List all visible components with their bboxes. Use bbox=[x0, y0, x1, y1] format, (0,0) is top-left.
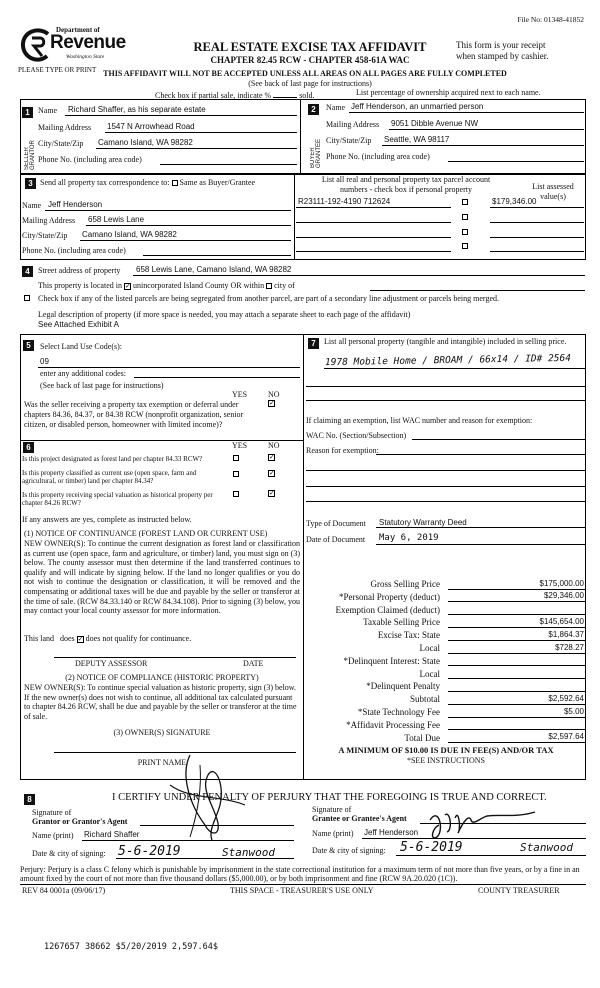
chapters: CHAPTER 82.45 RCW - CHAPTER 458-61A WAC bbox=[210, 55, 410, 65]
city-checkbox[interactable] bbox=[266, 283, 272, 289]
section-1-number: 1 bbox=[22, 107, 33, 118]
tax-row-label: *Delinquent Interest: State bbox=[343, 655, 440, 666]
tax-row-label: *Personal Property (deduct) bbox=[339, 591, 440, 602]
section-5-number: 5 bbox=[23, 340, 34, 351]
s5-yes-header: YES bbox=[232, 390, 248, 399]
dor-logo bbox=[20, 26, 130, 66]
tax-row-line bbox=[448, 589, 585, 590]
section-7-number: 7 bbox=[308, 338, 319, 349]
street-label: Street address of property bbox=[38, 266, 121, 275]
rev-number: REV 84 0001a (09/06/17) bbox=[22, 886, 106, 895]
buyer-mail[interactable]: 9051 Dibble Avenue NW bbox=[391, 119, 479, 128]
logo-state: Washington State bbox=[66, 54, 105, 60]
tax-row-value[interactable]: $5.00 bbox=[563, 706, 584, 716]
land-use-see-back: (See back of last page for instructions) bbox=[40, 381, 164, 390]
tax-row-line bbox=[448, 627, 585, 628]
doc-date[interactable]: May 6, 2019 bbox=[379, 533, 439, 543]
tax-row-label: Total Due bbox=[404, 732, 440, 743]
section-6-number: 6 bbox=[23, 442, 34, 453]
notice1-body: NEW OWNER(S): To continue the current designation as forest land or classification as current use (open space, farm and agriculture, or timber) land, you must sign on (3) below. The county assessor must then determine if the land transferred continues to qualify and will indicate by signing below. If the land no longer qualifies or you do not wish to continue the designation or classification, it will be removed and the compensating or additional taxes will be due and payable by the seller or transferor at the time of sale. (RCW 84.33.140 or RCW 84.34.108). Prior to signing (3) below, you may contact your local county assessor for more information. bbox=[24, 539, 300, 616]
s5-no-checkbox[interactable]: ✓ bbox=[269, 399, 275, 407]
assessed-1[interactable]: $179,346.00 bbox=[492, 197, 537, 206]
legal-value[interactable]: See Attached Exhibit A bbox=[38, 320, 119, 329]
personal-property-value[interactable]: 1978 Mobile Home / BROAM / 66x14 / ID# 2564 bbox=[324, 352, 572, 369]
parcel-1[interactable]: R23111-192-4190 712624 bbox=[298, 197, 391, 206]
see-instructions: *SEE INSTRUCTIONS bbox=[406, 756, 485, 765]
grantor-date-label: Date & city of signing: bbox=[32, 849, 106, 858]
owner-signature-label: (3) OWNER(S) SIGNATURE bbox=[113, 728, 211, 737]
tax-row-label: Subtotal bbox=[409, 694, 440, 705]
tax-row-line bbox=[448, 742, 585, 743]
certify-statement: I CERTIFY UNDER PENALTY OF PERJURY THAT THE FOREGOING IS TRUE AND CORRECT. bbox=[112, 792, 547, 803]
located-line: This property is located in ✓ unincorporated Island County OR within city of bbox=[38, 281, 295, 290]
exemption-question: Was the seller receiving a property tax exemption or deferral under chapters 84.36, 84.37, or 84.38 RCW (nonprofit organization, senior citizen, or disabled person, homeowner with limited income)? bbox=[24, 400, 244, 429]
send-correspondence-label: Send all property tax correspondence to: Same as Buyer/Grantee bbox=[40, 178, 256, 187]
perjury-notice: Perjury: Perjury is a class C felony which is punishable by imprisonment in the state correctional institution for a maximum term of not more than five years, or by a fine in an amount fixed by the court of not more than five thousand dollars ($5,000.00), or by both imprisonment and fine (RCW 9A.20.020 (1C)). bbox=[20, 865, 580, 884]
parcel-header: List all real and personal property tax parcel account numbers - check box if personal property bbox=[321, 175, 491, 194]
historic-question: Is this property receiving special valuation as historical property per chapter 84.26 RCW? bbox=[22, 491, 213, 507]
unincorporated-checkbox[interactable]: ✓ bbox=[124, 281, 131, 290]
segregated-text: Check box if any of the listed parcels are being segregated from another parcel, are part of a secondary line adjustment or parcels being merged. bbox=[38, 294, 499, 303]
tax-row-label: *Affidavit Processing Fee bbox=[346, 719, 440, 730]
grantor-date[interactable]: 5-6-2019 bbox=[118, 844, 181, 859]
parcel-4-personal-checkbox[interactable] bbox=[462, 243, 468, 249]
s3-city-label: City/State/Zip bbox=[22, 231, 68, 240]
seller-city[interactable]: Camano Island, WA 98282 bbox=[98, 138, 193, 147]
tax-row-value[interactable]: $1,864.37 bbox=[548, 629, 584, 639]
parcel-2-personal-checkbox[interactable] bbox=[462, 214, 468, 220]
historic-yes-checkbox[interactable] bbox=[233, 491, 239, 497]
s5-no-header: NO bbox=[268, 390, 280, 399]
parcel-3-personal-checkbox[interactable] bbox=[462, 229, 468, 235]
forest-yes-checkbox[interactable] bbox=[233, 455, 239, 461]
grantor-sig-label-a: Signature of bbox=[32, 808, 72, 817]
street-address[interactable]: 658 Lewis Lane, Camano Island, WA 98282 bbox=[136, 265, 292, 274]
grantor-name[interactable]: Richard Shaffer bbox=[84, 830, 140, 839]
grantee-sig-label-a: Signature of bbox=[312, 805, 352, 814]
buyer-name-label: Name bbox=[326, 103, 346, 112]
land-use-code[interactable]: 09 bbox=[40, 357, 49, 366]
assessed-header: List assessed value(s) bbox=[532, 182, 574, 201]
cashier-stamp: 1267657 38662 $5/20/2019 2,597.64$ bbox=[44, 942, 218, 952]
grantee-sig-label-b: Grantee or Grantee's Agent bbox=[312, 814, 407, 823]
tax-row-line bbox=[448, 691, 585, 692]
treasurer-space: THIS SPACE - TREASURER'S USE ONLY bbox=[230, 886, 374, 895]
does-not-checkbox[interactable]: ✓ bbox=[77, 634, 84, 643]
grantor-name-label: Name (print) bbox=[32, 831, 74, 840]
tax-row-label: *State Technology Fee bbox=[357, 707, 440, 717]
forest-no-checkbox[interactable]: ✓ bbox=[269, 453, 275, 461]
see-back: (See back of last page for instructions) bbox=[248, 79, 372, 88]
tax-row-line bbox=[448, 601, 585, 602]
doc-type-label: Type of Document bbox=[306, 519, 366, 528]
tax-row-label: Excise Tax: State bbox=[377, 630, 440, 641]
not-accepted-notice: THIS AFFIDAVIT WILL NOT BE ACCEPTED UNLESS ALL AREAS ON ALL PAGES ARE FULLY COMPLETED bbox=[103, 69, 507, 78]
historic-no-checkbox[interactable]: ✓ bbox=[269, 489, 275, 497]
tax-row-line bbox=[448, 704, 585, 705]
section-2-number: 2 bbox=[308, 104, 319, 115]
buyer-city-label: City/State/Zip bbox=[326, 136, 372, 145]
section-8-number: 8 bbox=[24, 794, 35, 805]
tax-row-label: Gross Selling Price bbox=[370, 579, 440, 589]
tax-row-value[interactable]: $29,346.00 bbox=[543, 591, 584, 601]
doc-type[interactable]: Statutory Warranty Deed bbox=[379, 518, 467, 527]
tax-row-line bbox=[448, 665, 585, 666]
grantee-date[interactable]: 5-6-2019 bbox=[400, 840, 463, 855]
doc-date-label: Date of Document bbox=[306, 535, 366, 544]
tax-row-label: Taxable Selling Price bbox=[363, 617, 440, 628]
buyer-city[interactable]: Seattle, WA 98117 bbox=[384, 135, 450, 144]
this-land-line: This land does ✓ does not qualify for continuance. bbox=[24, 634, 192, 643]
logo-name: Revenue bbox=[50, 32, 126, 53]
s3-name[interactable]: Jeff Henderson bbox=[48, 200, 103, 209]
revenue-logo-icon bbox=[20, 28, 52, 64]
wac-label: WAC No. (Section/Subsection) bbox=[306, 431, 407, 440]
please-type: PLEASE TYPE OR PRINT bbox=[18, 66, 97, 74]
s6-yes-header: YES bbox=[232, 441, 248, 450]
notice2-title: (2) NOTICE OF COMPLIANCE (HISTORIC PROPERTY) bbox=[65, 673, 259, 682]
grantee-name[interactable]: Jeff Henderson bbox=[364, 828, 419, 837]
s3-name-label: Name bbox=[22, 201, 42, 210]
legal-label: Legal description of property (if more space is needed, you may attach a separate sheet to each page of the affidavit) bbox=[38, 310, 411, 319]
tax-row-value[interactable]: $145,654.00 bbox=[539, 616, 584, 626]
s3-phone-label: Phone No. (including area code) bbox=[22, 246, 126, 255]
seller-mail-label: Mailing Address bbox=[38, 123, 92, 132]
print-name-label: PRINT NAME bbox=[137, 758, 187, 767]
logo-dept: Department of bbox=[56, 26, 100, 34]
deputy-assessor: DEPUTY ASSESSOR bbox=[75, 659, 148, 668]
grantee-signature-icon bbox=[425, 800, 545, 840]
receipt-line1: This form is your receipt bbox=[456, 40, 546, 50]
tax-row-label: Local bbox=[419, 668, 440, 679]
tax-row-value[interactable]: $175,000.00 bbox=[539, 578, 584, 588]
seller-name[interactable]: Richard Shaffer, as his separate estate bbox=[68, 105, 206, 114]
partial-sale-label: Check box if partial sale, indicate % sold. bbox=[155, 91, 315, 100]
tax-row-value[interactable]: $2,592.64 bbox=[548, 693, 584, 703]
file-number: File No: 01348-41852 bbox=[517, 15, 584, 24]
parcel-1-personal-checkbox[interactable] bbox=[462, 199, 468, 205]
county-treasurer: COUNTY TREASURER bbox=[478, 886, 560, 895]
tax-row-value[interactable]: $2,597.64 bbox=[548, 732, 584, 742]
section-4-number: 4 bbox=[22, 266, 33, 277]
tax-row-label: *Delinquent Penalty bbox=[366, 681, 440, 692]
segregated-checkbox[interactable] bbox=[24, 295, 30, 301]
s3-mail[interactable]: 658 Lewis Lane bbox=[88, 215, 145, 224]
s6-no-header: NO bbox=[268, 441, 280, 450]
tax-row-line bbox=[448, 729, 585, 730]
additional-codes-label: enter any additional codes: bbox=[40, 369, 126, 378]
receipt-line2: when stamped by cashier. bbox=[456, 51, 549, 61]
tax-row-line bbox=[448, 614, 585, 615]
notice1-title: (1) NOTICE OF CONTINUANCE (FOREST LAND OR CURRENT USE) bbox=[24, 529, 268, 538]
buyer-mail-label: Mailing Address bbox=[326, 120, 380, 129]
page-title: REAL ESTATE EXCISE TAX AFFIDAVIT bbox=[193, 40, 427, 54]
current-use-yes-checkbox[interactable] bbox=[233, 471, 239, 477]
seller-name-label: Name bbox=[38, 106, 58, 115]
land-use-label: Select Land Use Code(s): bbox=[40, 342, 122, 351]
tax-row-value[interactable]: $728.27 bbox=[555, 642, 584, 652]
deputy-date: DATE bbox=[243, 659, 264, 668]
notice2-body: NEW OWNER(S): To continue special valuation as historic property, sign (3) below. If the new owner(s) does not wish to continue, all additional tax calculated pursuant to chapter 84.26 RCW, shall be due and payable by the seller or transferor at the time of sale. bbox=[24, 683, 297, 721]
seller-city-label: City/State/Zip bbox=[38, 139, 84, 148]
grantor-signature-icon bbox=[150, 745, 270, 845]
current-use-question: Is this property classified as current use (open space, farm and agricultural, or timber) land per chapter 84.34? bbox=[22, 469, 197, 485]
section-3-number: 3 bbox=[25, 178, 36, 189]
buyer-phone-label: Phone No. (including area code) bbox=[326, 152, 430, 161]
buyer-side-label: BUYER GRANTEE bbox=[310, 138, 322, 168]
personal-property-label: List all personal property (tangible and intangible) included in selling price. bbox=[324, 337, 567, 346]
seller-mail[interactable]: 1547 N Arrowhead Road bbox=[107, 122, 195, 131]
reason-label: Reason for exemption: bbox=[306, 446, 379, 455]
current-use-no-checkbox[interactable]: ✓ bbox=[269, 469, 275, 477]
s3-mail-label: Mailing Address bbox=[22, 216, 76, 225]
wac-intro: If claiming an exemption, list WAC number and reason for exemption: bbox=[306, 416, 533, 425]
grantor-city[interactable]: Stanwood bbox=[222, 846, 275, 859]
grantor-sig-label-b: Grantor or Grantor's Agent bbox=[32, 817, 128, 826]
seller-side-label: SELLER GRANTOR bbox=[24, 140, 36, 170]
tax-row-label: Exemption Claimed (deduct) bbox=[335, 604, 440, 615]
tax-row-label: Local bbox=[419, 643, 440, 653]
grantee-name-label: Name (print) bbox=[312, 829, 354, 838]
grantee-city[interactable]: Stanwood bbox=[520, 841, 573, 854]
tax-row-line bbox=[448, 678, 585, 679]
s3-city[interactable]: Camano Island, WA 98282 bbox=[82, 230, 177, 239]
list-percentage: List percentage of ownership acquired next to each name. bbox=[356, 88, 541, 97]
tax-row-line bbox=[448, 653, 585, 654]
grantee-date-label: Date & city of signing: bbox=[312, 846, 386, 855]
forest-question: Is this project designated as forest land per chapter 84.33 RCW? bbox=[22, 455, 203, 463]
tax-row-line bbox=[448, 717, 585, 718]
minimum-due: A MINIMUM OF $10.00 IS DUE IN FEE(S) AND/OR TAX bbox=[338, 745, 554, 755]
if-yes-note: If any answers are yes, complete as instructed below. bbox=[22, 515, 192, 524]
buyer-name[interactable]: Jeff Henderson, an unmarried person bbox=[351, 102, 484, 111]
tax-row-line bbox=[448, 640, 585, 641]
seller-phone-label: Phone No. (including area code) bbox=[38, 155, 142, 164]
